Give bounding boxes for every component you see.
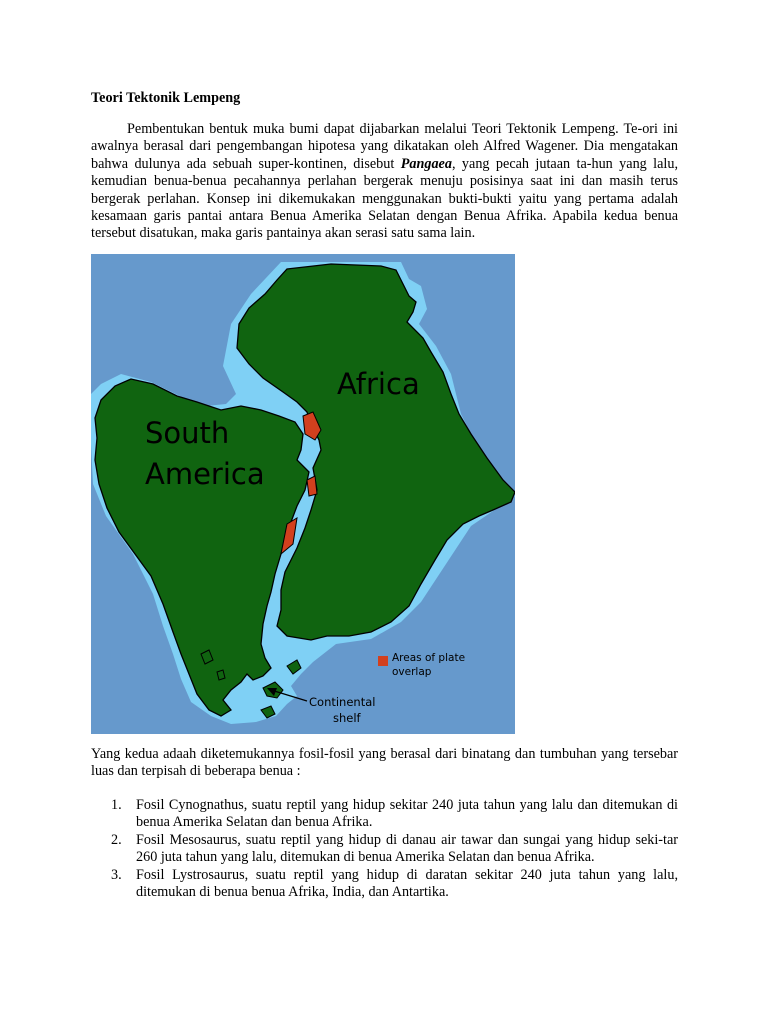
pangaea-term: Pangaea [400,155,452,172]
legend-overlap-swatch [378,656,388,666]
list-item-text: Fosil Lystrosaurus, suatu reptil yang hidup di daratan sekitar 240 juta tahun yang lalu, ditemukan di benua benua Afrika, India, dan Antartika. [136,866,678,901]
paragraph-intro-text-after: , yang pecah jutaan ta-hun yang lalu, kemudian benua-benua pecahannya perlahan bergerak menuju posisinya saat ini dan masih terus bergerak perlahan. Konsep ini dikemukakan menggunakan bukti-bukti yaitu yang pertama adalah kesamaan garis pantai antara Benua Amerika Selatan dengan Benua Afrika. Apabila kedua benua tersebut disatukan, maka garis pantainya akan serasi satu sama lain. [91,155,679,242]
list-item-number: 2. [111,831,122,848]
list-item [91,867,678,902]
list-item-text: Fosil Cynognathus, suatu reptil yang hidup sekitar 240 juta tahun yang lalu dan ditemukan di benua Amerika Selatan dan benua Afrika. [136,797,678,831]
island-5 [217,670,225,680]
paragraph-intro-text-before: Pembentukan bentuk muka bumi dapat dijabarkan melalui Teori Tektonik Lempeng. Te-ori ini awalnya berasal dari pengembangan hipotesa yang dikatakan oleh Alfred Wagener. Dia mengatakan bahwa dulunya ada sebuah super-kontinen, disebut [91,121,678,172]
shelf-label-line1: Continental [309,695,376,709]
africa-label: Africa [337,367,420,401]
plate-overlap-area-2 [307,476,317,496]
legend-label-line2: overlap [392,666,432,678]
shelf-label-line2: shelf [333,711,361,725]
list-item [91,797,678,832]
list-item [91,832,678,867]
paragraph-intro [91,121,678,243]
list-item-number: 1. [111,797,122,813]
south-america-label-line2: America [145,457,265,491]
list-item-text: Fosil Mesosaurus, suatu reptil yang hidup di danau air tawar dan sungai yang hidup seki-tar 260 juta tahun yang lalu, ditemukan di benua Amerika Selatan dan benua Afrika. [136,831,678,866]
paragraph-fossils-intro: Yang kedua adaah diketemukannya fosil-fosil yang berasal dari binatang dan tumbuhan yang tersebar luas dan terpisah di beberapa benua : [91,746,678,780]
legend-label-line1: Areas of plate [392,652,466,664]
fossil-list [91,797,678,901]
continental-fit-map [91,254,515,734]
list-item-number: 3. [111,866,122,883]
continental-fit-figure [91,254,515,734]
section-heading: Teori Tektonik Lempeng [91,90,241,106]
south-america-label-line1: South [145,416,230,450]
